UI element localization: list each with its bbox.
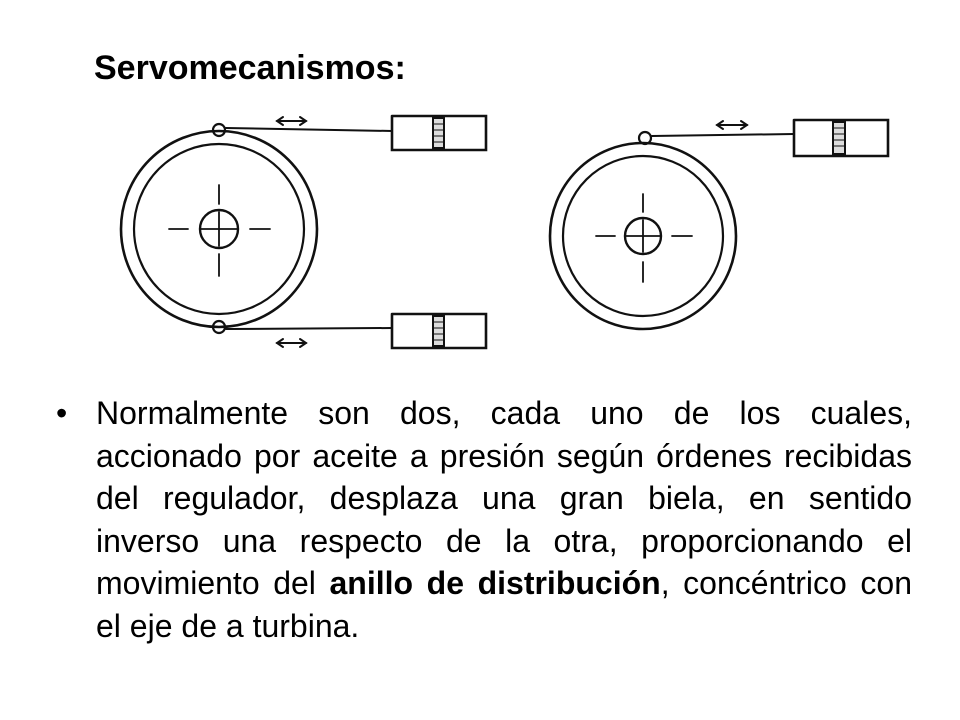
slide-title: Servomecanismos:	[94, 49, 406, 87]
servo-cylinder-icon	[392, 116, 486, 150]
bullet-text-bold: anillo de distribución	[329, 565, 661, 601]
bullet-text-end: , concéntrico con el eje de a turbina.	[96, 565, 913, 644]
double-arrow-icon	[717, 121, 747, 129]
bullet-paragraph	[96, 392, 912, 647]
right-wheel-icon	[550, 143, 736, 329]
bullet-marker: •	[56, 395, 68, 431]
servo-cylinder-icon	[392, 314, 486, 348]
left-wheel-icon	[121, 131, 317, 327]
double-arrow-icon	[277, 117, 306, 125]
right-top-pivot	[639, 132, 794, 144]
bullet-text-start: Normalmente son dos, cada uno de los cuales, accionado por aceite a presión según órdenes recibidas del regulador, desplaza una gran biela, en sentido inverso una respecto de la otra, proporcionando el movimiento del	[96, 395, 912, 601]
servo-cylinder-icon	[794, 120, 888, 156]
double-arrow-icon	[277, 339, 306, 347]
left-bottom-pivot	[213, 321, 392, 333]
